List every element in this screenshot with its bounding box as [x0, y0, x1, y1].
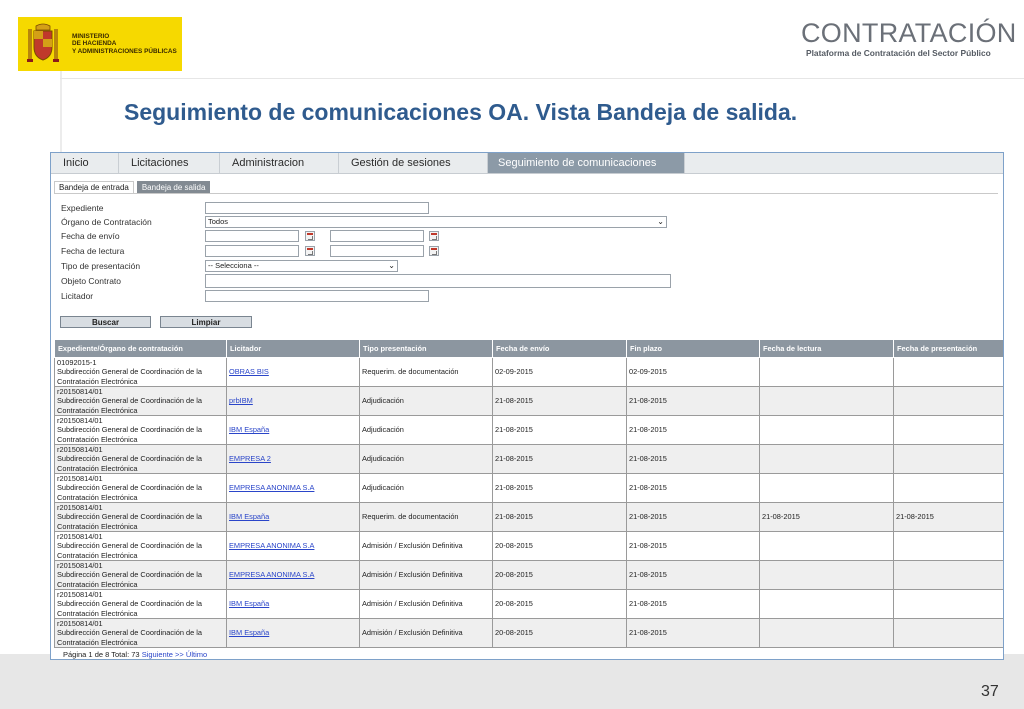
- contratacion-logo: [801, 18, 1016, 62]
- licitador-link[interactable]: IBM España: [229, 425, 270, 435]
- fecha-lectura-hasta-input[interactable]: [330, 245, 424, 257]
- organo-select[interactable]: [205, 216, 667, 228]
- fecha-envio-cell: 20-08-2015: [493, 561, 627, 590]
- ministry-line: DE HACIENDA: [72, 40, 117, 48]
- expediente-cell: [55, 358, 227, 387]
- expediente-cell: [55, 503, 227, 532]
- expediente-cell: [55, 561, 227, 590]
- expediente-label: Expediente: [61, 203, 104, 213]
- fecha-presentacion-cell: [894, 416, 1004, 445]
- ministry-line: Y ADMINISTRACIONES PÚBLICAS: [72, 47, 177, 55]
- limpiar-button[interactable]: Limpiar: [160, 316, 252, 328]
- tipo-cell: Adjudicación: [360, 445, 493, 474]
- expediente-cell: [55, 387, 227, 416]
- fecha-envio-cell: 02-09-2015: [493, 358, 627, 387]
- tipo-cell: Adjudicación: [360, 474, 493, 503]
- fecha-presentacion-cell: [894, 561, 1004, 590]
- expediente-input[interactable]: [205, 202, 429, 214]
- column-header[interactable]: Expediente/Órgano de contratación: [55, 340, 227, 358]
- licitador-link[interactable]: IBM España: [229, 599, 270, 609]
- expediente-id: r20150814/01: [57, 416, 103, 425]
- table-row[interactable]: [55, 445, 1004, 474]
- ministry-name: [72, 33, 177, 55]
- results-table: [54, 339, 1004, 648]
- fecha-envio-cell: 21-08-2015: [493, 503, 627, 532]
- expediente-cell: [55, 474, 227, 503]
- expediente-id: r20150814/01: [57, 619, 103, 628]
- organo-label: Órgano de Contratación: [61, 217, 152, 227]
- fecha-presentacion-cell: [894, 590, 1004, 619]
- next-page-link[interactable]: Siguiente >>: [141, 650, 184, 659]
- expediente-id: r20150814/01: [57, 590, 103, 599]
- tipo-cell: Admisión / Exclusión Definitiva: [360, 532, 493, 561]
- calendar-icon[interactable]: [429, 246, 439, 256]
- tipo-cell: Admisión / Exclusión Definitiva: [360, 619, 493, 648]
- expediente-cell: [55, 532, 227, 561]
- fecha-envio-cell: 21-08-2015: [493, 474, 627, 503]
- fecha-lectura-cell: [760, 387, 894, 416]
- fecha-lectura-label: Fecha de lectura: [61, 246, 125, 256]
- fecha-lectura-cell: [760, 445, 894, 474]
- fin-plazo-cell: 21-08-2015: [627, 619, 760, 648]
- tab-licitaciones[interactable]: Licitaciones: [119, 153, 220, 173]
- last-page-link[interactable]: Último: [185, 650, 208, 659]
- fecha-lectura-cell: [760, 590, 894, 619]
- fecha-lectura-cell: [760, 474, 894, 503]
- fin-plazo-cell: 21-08-2015: [627, 474, 760, 503]
- column-header[interactable]: Fecha de lectura: [760, 340, 894, 358]
- licitador-cell: [227, 503, 360, 532]
- tipo-cell: Requerim. de documentación: [360, 503, 493, 532]
- fin-plazo-cell: 21-08-2015: [627, 590, 760, 619]
- expediente-cell: [55, 445, 227, 474]
- fecha-lectura-cell: [760, 358, 894, 387]
- fecha-envio-cell: 21-08-2015: [493, 416, 627, 445]
- fecha-lectura-cell: 21-08-2015: [760, 503, 894, 532]
- organo-text: Subdirección General de Coordinación de la Contratación Electrónica: [57, 541, 203, 560]
- fecha-presentacion-cell: [894, 532, 1004, 561]
- organo-text: Subdirección General de Coordinación de la Contratación Electrónica: [57, 425, 203, 444]
- table-row[interactable]: [55, 387, 1004, 416]
- tipo-presentacion-label: Tipo de presentación: [61, 261, 141, 271]
- tab-gestion-sesiones[interactable]: Gestión de sesiones: [339, 153, 488, 173]
- slide-page-number: 37: [981, 683, 999, 700]
- fecha-lectura-cell: [760, 532, 894, 561]
- fecha-envio-cell: 20-08-2015: [493, 590, 627, 619]
- calendar-icon[interactable]: [305, 246, 315, 256]
- tab-inicio[interactable]: Inicio: [51, 153, 119, 173]
- expediente-id: r20150814/01: [57, 445, 103, 454]
- expediente-id: 01092015-1: [57, 358, 97, 367]
- tab-administracion[interactable]: Administracion: [220, 153, 339, 173]
- coat-of-arms-icon: [24, 23, 62, 65]
- licitador-link[interactable]: EMPRESA ANONIMA S.A: [229, 570, 315, 580]
- slide-title: Seguimiento de comunicaciones OA. Vista Bandeja de salida.: [124, 99, 798, 125]
- tipo-presentacion-select[interactable]: [205, 260, 398, 272]
- licitador-cell: [227, 590, 360, 619]
- table-row[interactable]: [55, 474, 1004, 503]
- column-header[interactable]: Tipo presentación: [360, 340, 493, 358]
- fecha-lectura-cell: [760, 619, 894, 648]
- expediente-id: r20150814/01: [57, 532, 103, 541]
- column-header[interactable]: Fin plazo: [627, 340, 760, 358]
- objeto-contrato-label: Objeto Contrato: [61, 276, 122, 286]
- table-row[interactable]: [55, 619, 1004, 648]
- tipo-cell: Admisión / Exclusión Definitiva: [360, 590, 493, 619]
- tipo-cell: Adjudicación: [360, 387, 493, 416]
- licitador-link[interactable]: EMPRESA ANONIMA S.A: [229, 483, 315, 493]
- fecha-lectura-cell: [760, 561, 894, 590]
- licitador-cell: [227, 619, 360, 648]
- licitador-label: Licitador: [61, 291, 94, 301]
- expediente-id: r20150814/01: [57, 387, 103, 396]
- organo-text: Subdirección General de Coordinación de la Contratación Electrónica: [57, 483, 203, 502]
- table-row[interactable]: [55, 590, 1004, 619]
- organo-text: Subdirección General de Coordinación de la Contratación Electrónica: [57, 396, 203, 415]
- chevron-down-icon: ⌄: [657, 217, 664, 226]
- licitador-link[interactable]: IBM España: [229, 512, 270, 522]
- licitador-cell: [227, 474, 360, 503]
- fecha-envio-desde-input[interactable]: [205, 230, 299, 242]
- organo-select-value: Todos: [208, 217, 229, 226]
- expediente-cell: [55, 590, 227, 619]
- expediente-id: r20150814/01: [57, 503, 103, 512]
- subtab-bandeja-entrada[interactable]: Bandeja de entrada: [54, 181, 134, 194]
- fecha-envio-cell: 21-08-2015: [493, 445, 627, 474]
- fin-plazo-cell: 21-08-2015: [627, 416, 760, 445]
- table-row[interactable]: [55, 532, 1004, 561]
- fecha-presentacion-cell: [894, 474, 1004, 503]
- tipo-presentacion-value: -- Selecciona --: [208, 261, 259, 270]
- fecha-envio-hasta-input[interactable]: [330, 230, 424, 242]
- fecha-envio-cell: 21-08-2015: [493, 387, 627, 416]
- organo-text: Subdirección General de Coordinación de la Contratación Electrónica: [57, 570, 203, 589]
- calendar-icon[interactable]: [305, 231, 315, 241]
- expediente-id: r20150814/01: [57, 474, 103, 483]
- expediente-id: r20150814/01: [57, 561, 103, 570]
- table-row[interactable]: [55, 503, 1004, 532]
- fecha-lectura-cell: [760, 416, 894, 445]
- subtab-divider: [54, 193, 998, 194]
- header-rule: [60, 78, 1024, 79]
- footer-band: [0, 654, 1024, 709]
- chevron-down-icon: ⌄: [388, 261, 395, 270]
- fin-plazo-cell: 21-08-2015: [627, 561, 760, 590]
- licitador-link[interactable]: prbIBM: [229, 396, 253, 406]
- licitador-link[interactable]: IBM España: [229, 628, 270, 638]
- tipo-cell: Adjudicación: [360, 416, 493, 445]
- brand-word: CONTRATACIÓN: [801, 18, 1017, 48]
- expediente-cell: [55, 619, 227, 648]
- fin-plazo-cell: 21-08-2015: [627, 532, 760, 561]
- subtab-bandeja-salida[interactable]: Bandeja de salida: [137, 181, 211, 194]
- tipo-cell: Admisión / Exclusión Definitiva: [360, 561, 493, 590]
- fecha-presentacion-cell: [894, 619, 1004, 648]
- fecha-presentacion-cell: [894, 387, 1004, 416]
- table-row[interactable]: [55, 561, 1004, 590]
- column-header[interactable]: Fecha de envío: [493, 340, 627, 358]
- licitador-cell: [227, 416, 360, 445]
- table-row[interactable]: [55, 358, 1004, 387]
- fecha-presentacion-cell: 21-08-2015: [894, 503, 1004, 532]
- licitador-cell: [227, 561, 360, 590]
- fecha-envio-label: Fecha de envío: [61, 231, 120, 241]
- pagination: [63, 650, 207, 659]
- fecha-lectura-desde-input[interactable]: [205, 245, 299, 257]
- tab-seguimiento-comunicaciones[interactable]: Seguimiento de comunicaciones: [488, 153, 685, 173]
- licitador-cell: [227, 532, 360, 561]
- licitador-cell: [227, 387, 360, 416]
- app-window: [50, 152, 1004, 660]
- ministry-line: MINISTERIO: [72, 32, 110, 40]
- fin-plazo-cell: 21-08-2015: [627, 387, 760, 416]
- licitador-cell: [227, 358, 360, 387]
- organo-text: Subdirección General de Coordinación de la Contratación Electrónica: [57, 454, 203, 473]
- table-header-row: [55, 340, 1004, 358]
- organo-text: Subdirección General de Coordinación de la Contratación Electrónica: [57, 599, 203, 618]
- fin-plazo-cell: 21-08-2015: [627, 445, 760, 474]
- calendar-icon[interactable]: [429, 231, 439, 241]
- column-header[interactable]: Licitador: [227, 340, 360, 358]
- expediente-cell: [55, 416, 227, 445]
- organo-text: Subdirección General de Coordinación de la Contratación Electrónica: [57, 512, 203, 531]
- organo-text: Subdirección General de Coordinación de la Contratación Electrónica: [57, 628, 203, 647]
- ministry-logo: [18, 17, 182, 71]
- main-nav: [51, 153, 1003, 174]
- fecha-envio-cell: 20-08-2015: [493, 619, 627, 648]
- pagination-summary: Página 1 de 8 Total: 73: [63, 650, 140, 659]
- fin-plazo-cell: 21-08-2015: [627, 503, 760, 532]
- fin-plazo-cell: 02-09-2015: [627, 358, 760, 387]
- buscar-button[interactable]: Buscar: [60, 316, 151, 328]
- licitador-link[interactable]: EMPRESA 2: [229, 454, 271, 464]
- organo-text: Subdirección General de Coordinación de la Contratación Electrónica: [57, 367, 203, 386]
- fecha-envio-cell: 20-08-2015: [493, 532, 627, 561]
- tipo-cell: Requerim. de documentación: [360, 358, 493, 387]
- licitador-link[interactable]: OBRAS BIS: [229, 367, 269, 377]
- table-row[interactable]: [55, 416, 1004, 445]
- column-header[interactable]: Fecha de presentación: [894, 340, 1004, 358]
- fecha-presentacion-cell: [894, 445, 1004, 474]
- fecha-presentacion-cell: [894, 358, 1004, 387]
- licitador-input[interactable]: [205, 290, 429, 302]
- licitador-cell: [227, 445, 360, 474]
- licitador-link[interactable]: EMPRESA ANONIMA S.A: [229, 541, 315, 551]
- objeto-contrato-input[interactable]: [205, 274, 671, 288]
- brand-subtitle: Plataforma de Contratación del Sector Público: [806, 48, 991, 58]
